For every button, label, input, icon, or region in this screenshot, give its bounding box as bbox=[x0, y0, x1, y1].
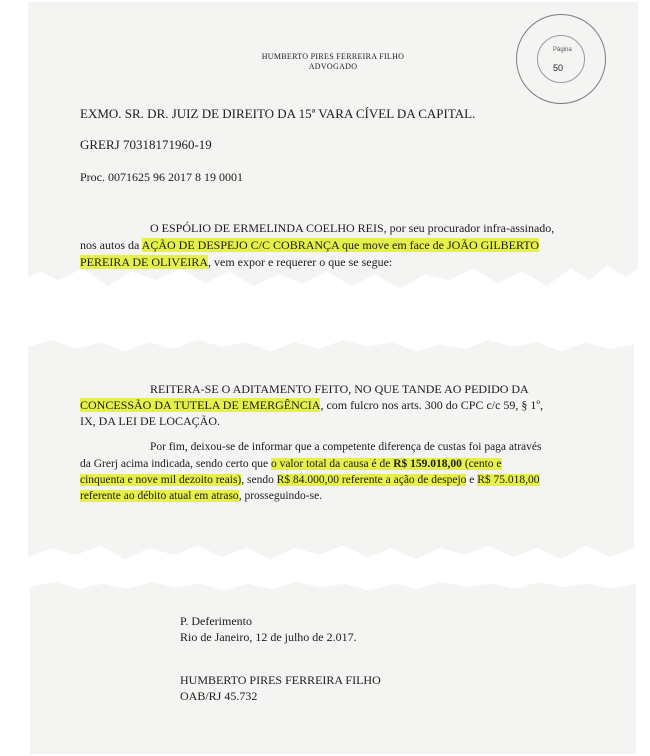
intro-line-3 bbox=[80, 255, 392, 270]
valor-despejo-highlight: R$ 84.000,00 referente a ação de despejo bbox=[276, 474, 467, 486]
intro-line-1: O ESPÓLIO DE ERMELINDA COELHO REIS, por seu procurador infra-assinado, bbox=[150, 221, 555, 235]
intro-line-2 bbox=[80, 238, 539, 253]
oab-number: OAB/RJ 45.732 bbox=[180, 689, 258, 703]
custas-line-3-text: , sendo bbox=[241, 474, 277, 486]
custas-line-4 bbox=[80, 490, 322, 502]
defendant-name-highlight: PEREIRA DE OLIVEIRA bbox=[80, 255, 208, 269]
lawyer-title-header: ADVOGADO bbox=[308, 62, 358, 71]
intro-line-2-text: nos autos da bbox=[80, 238, 142, 252]
custas-line-2 bbox=[80, 458, 502, 470]
lawyer-name-header: HUMBERTO PIRES FERREIRA FILHO bbox=[261, 52, 405, 61]
custas-line-3 bbox=[80, 474, 540, 486]
document-fragment-bottom bbox=[30, 582, 636, 754]
custas-line-3-conj: e bbox=[466, 474, 478, 486]
grerj-number: GRERJ 70318171960-19 bbox=[80, 137, 212, 152]
signature-date: Rio de Janeiro, 12 de julho de 2.017. bbox=[180, 630, 357, 644]
process-number: Proc. 0071625 96 2017 8 19 0001 bbox=[80, 170, 243, 184]
custas-line-4-text: , prosseguindo-se. bbox=[238, 490, 323, 502]
intro-line-3-text: , vem expor e requerer o que se segue: bbox=[208, 255, 393, 269]
reitera-line-1: REITERA-SE O ADITAMENTO FEITO, NO QUE TANDE AO PEDIDO DA bbox=[150, 382, 529, 396]
reitera-line-2 bbox=[80, 398, 543, 413]
valor-debito-highlight: R$ 75.018,00 bbox=[477, 474, 540, 486]
court-address: EXMO. SR. DR. JUIZ DE DIREITO DA 15ª VARA CÍVEL DA CAPITAL. bbox=[80, 106, 476, 121]
tutela-highlight: CONCESSÃO DA TUTELA DE EMERGÊNCIA bbox=[80, 398, 321, 412]
reitera-line-2-text: , com fulcro nos arts. 300 do CPC c/c 59, § 1º, bbox=[320, 398, 544, 412]
document-fragment-middle bbox=[28, 340, 634, 566]
court-page-stamp bbox=[516, 14, 606, 104]
deferimento: P. Deferimento bbox=[180, 614, 252, 628]
reitera-line-3: IX, DA LEI DE LOCAÇÃO. bbox=[80, 414, 220, 428]
valor-causa-amount: R$ 159.018,00 bbox=[393, 458, 462, 470]
signer-name: HUMBERTO PIRES FERREIRA FILHO bbox=[180, 673, 381, 687]
stamp-page-number: 50 bbox=[553, 63, 564, 73]
debito-atual-highlight: referente ao débito atual em atraso bbox=[80, 490, 239, 502]
valor-extenso-highlight: cinquenta e nove mil dezoito reais) bbox=[80, 474, 242, 486]
custas-line-2-text: da Grerj acima indicada, sendo certo que bbox=[80, 458, 271, 470]
case-name-highlight: AÇÃO DE DESPEJO C/C COBRANÇA que move em face de JOÃO GILBERTO bbox=[141, 238, 540, 252]
stamp-page-label: Página bbox=[553, 47, 572, 53]
stamp-inner-ring bbox=[537, 35, 585, 83]
valor-causa-highlight-b: (cento e bbox=[461, 458, 502, 470]
valor-causa-highlight-a: o valor total da causa é de bbox=[270, 458, 394, 470]
custas-line-1: Por fim, deixou-se de informar que a competente diferença de custas foi paga através bbox=[150, 441, 542, 453]
